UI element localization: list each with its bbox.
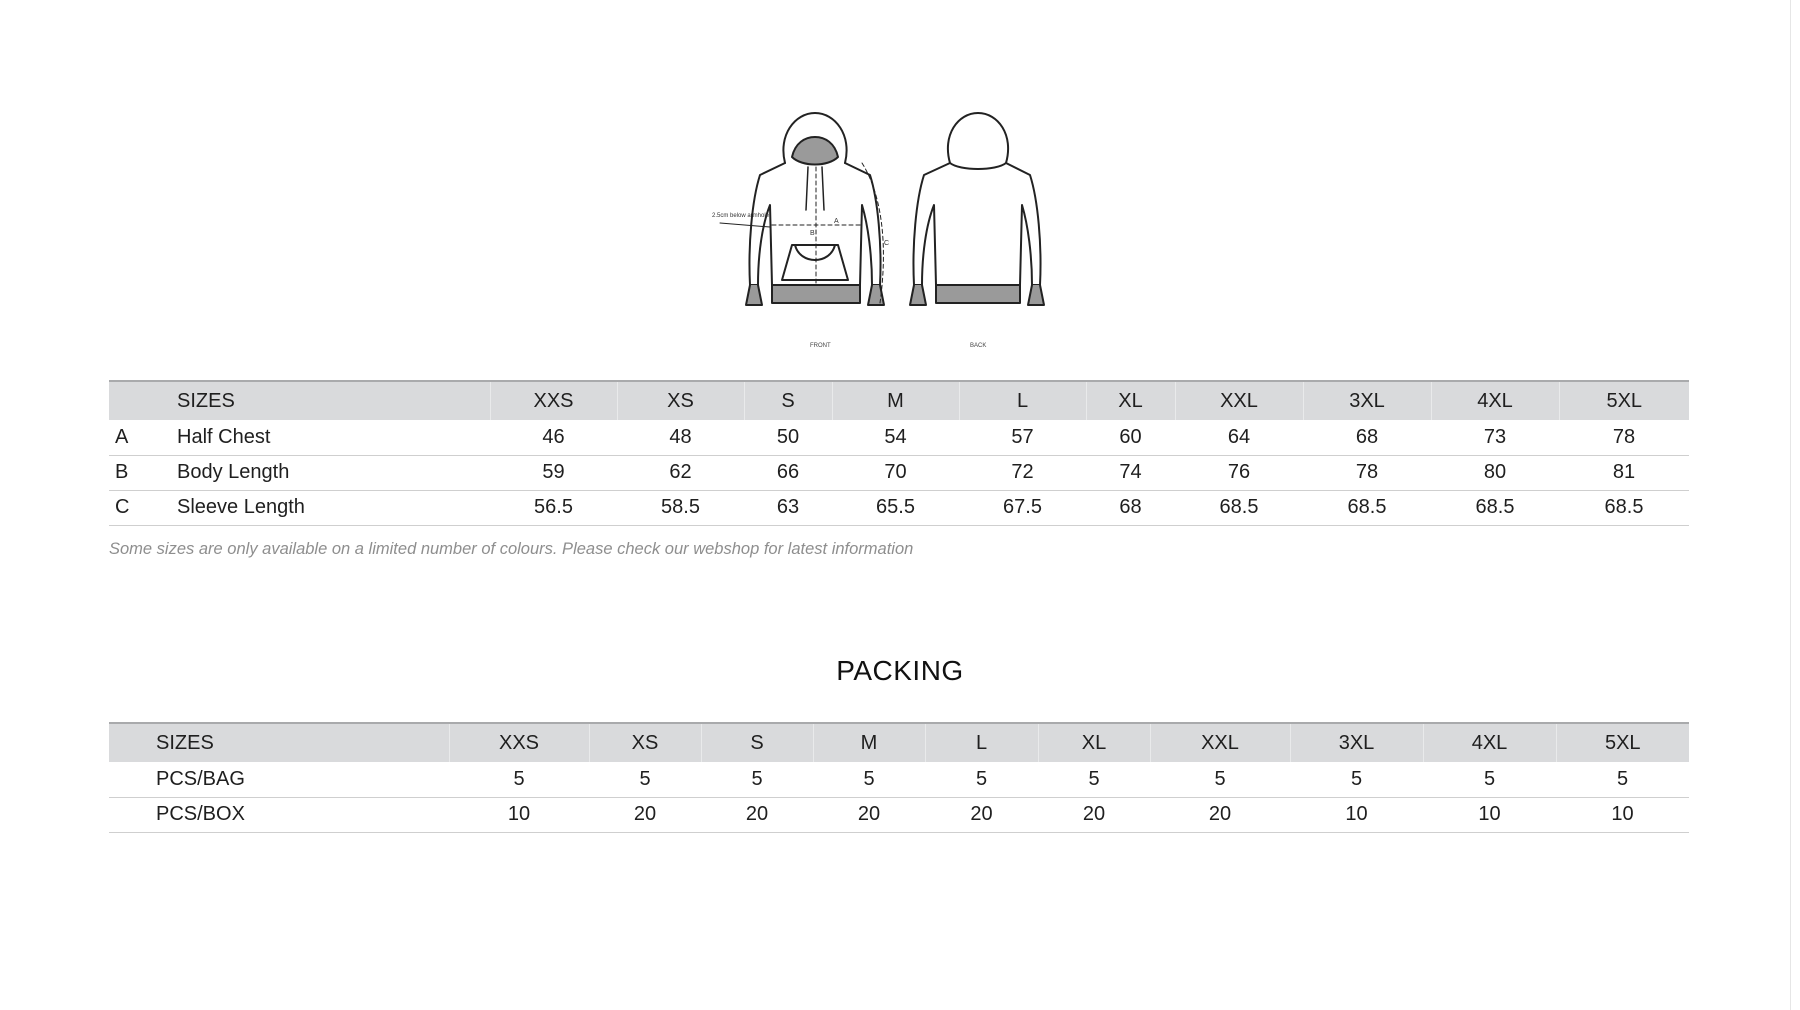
size-chart-table [109,380,1689,526]
cell: 20 [813,797,925,832]
cell: 66 [744,455,832,490]
cell: 68 [1086,490,1175,525]
pack-header-s: S [701,723,813,762]
front-label: FRONT [810,343,831,349]
cell: 80 [1431,455,1559,490]
cell: 78 [1303,455,1431,490]
row-name: PCS/BOX [109,797,449,832]
size-header-s: S [744,381,832,420]
pack-header-3xl: 3XL [1290,723,1423,762]
measure-c-label: C [884,240,890,247]
cell: 67.5 [959,490,1086,525]
measure-a-label: A [834,218,839,225]
cell: 59 [490,455,617,490]
size-header-3xl: 3XL [1303,381,1431,420]
table-row [109,797,1689,832]
cell: 58.5 [617,490,744,525]
cell: 68.5 [1175,490,1303,525]
size-header-5xl: 5XL [1606,389,1643,412]
cell: 74 [1086,455,1175,490]
cell: 65.5 [832,490,959,525]
table-row [109,455,1689,490]
pack-header-xl: XL [1038,723,1150,762]
cell: 54 [832,420,959,455]
cell: 5 [1038,762,1150,797]
cell: 68 [1303,420,1431,455]
cell: 72 [959,455,1086,490]
row-name: Sleeve Length [177,490,490,525]
armhole-note: 2.5cm below armhole [712,213,770,219]
cell: 10 [1423,797,1556,832]
pack-header-5xl: 5XL [1604,731,1641,754]
cell: 64 [1175,420,1303,455]
cell: 70 [832,455,959,490]
cell: 20 [701,797,813,832]
cell: 5 [1556,762,1689,797]
size-header-m: M [832,381,959,420]
cell: 68.5 [1303,490,1431,525]
table-row [109,490,1689,525]
packing-table [109,722,1689,833]
cell: 76 [1175,455,1303,490]
cell: 5 [813,762,925,797]
page-edge [1790,0,1791,1010]
size-header-4xl: 4XL [1431,381,1559,420]
size-header-xs: XS [617,381,744,420]
packing-title: PACKING [836,655,964,686]
size-chart-header [109,381,1689,420]
cell: 20 [1150,797,1290,832]
cell: 5 [1150,762,1290,797]
cell: 10 [1556,797,1689,832]
hoodie-drawing [700,105,1070,355]
packing-header [109,723,1689,762]
cell: 48 [617,420,744,455]
cell: 5 [1290,762,1423,797]
row-name: Body Length [177,455,490,490]
pack-header-xxs: XXS [449,723,589,762]
size-chart-header-label: SIZES [177,381,490,420]
cell: 10 [1290,797,1423,832]
pack-header-xs: XS [589,723,701,762]
row-code: B [109,455,177,490]
cell: 50 [744,420,832,455]
pack-header-l: L [925,723,1038,762]
row-name: PCS/BAG [109,762,449,797]
row-code: A [109,420,177,455]
cell: 20 [925,797,1038,832]
cell: 20 [589,797,701,832]
hoodie-illustration [700,105,1070,355]
cell: 5 [589,762,701,797]
cell: 62 [617,455,744,490]
cell: 56.5 [490,490,617,525]
table-row [109,762,1689,797]
cell: 5 [449,762,589,797]
size-header-l: L [959,381,1086,420]
back-label: BACK [970,343,987,349]
cell: 57 [959,420,1086,455]
cell: 63 [744,490,832,525]
cell: 78 [1559,420,1689,455]
pack-header-4xl: 4XL [1423,723,1556,762]
cell: 5 [1423,762,1556,797]
cell: 5 [925,762,1038,797]
size-header-xl: XL [1086,381,1175,420]
size-header-xxs: XXS [490,381,617,420]
cell: 10 [449,797,589,832]
pack-header-xxl: XXL [1150,723,1290,762]
cell: 60 [1086,420,1175,455]
cell: 81 [1559,455,1689,490]
packing-header-label: SIZES [109,723,449,762]
row-name: Half Chest [177,420,490,455]
row-code: C [109,490,177,525]
availability-note: Some sizes are only available on a limited number of colours. Please check our webshop for latest information [109,540,914,558]
cell: 68.5 [1559,490,1689,525]
cell: 73 [1431,420,1559,455]
size-chart-corner [109,381,177,420]
size-header-xxl: XXL [1175,381,1303,420]
cell: 20 [1038,797,1150,832]
table-row [109,420,1689,455]
cell: 46 [490,420,617,455]
measure-b-label: B [810,230,815,237]
pack-header-m: M [813,723,925,762]
cell: 5 [701,762,813,797]
cell: 68.5 [1431,490,1559,525]
